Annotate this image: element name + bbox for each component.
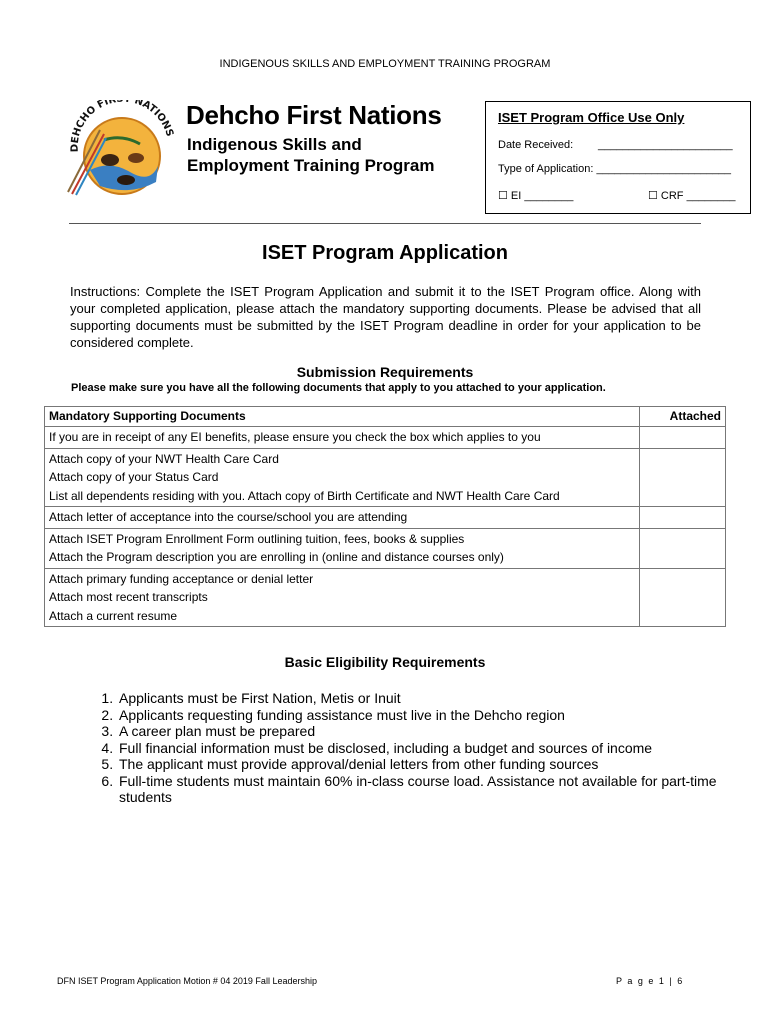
dehcho-logo [60, 100, 178, 200]
instructions-paragraph: Instructions: Complete the ISET Program Application and submit it to the ISET Program office. Along with your completed application, please attach the mandatory supporting documents. Please be advised that all supporting documents must be submitted by the ISET Program deadline in order for your application to be considered complete. [70, 284, 701, 350]
attached-cell[interactable] [640, 448, 726, 507]
attached-cell[interactable] [640, 568, 726, 627]
ei-checkbox[interactable]: ☐ EI ________ [498, 190, 574, 202]
document-item: Attach copy of your Status Card [49, 470, 219, 484]
document-item: Attach ISET Program Enrollment Form outlining tuition, fees, books & supplies [49, 531, 465, 546]
eligibility-list [70, 690, 737, 806]
list-item: 1. Applicants must be First Nation, Metis or Inuit [117, 690, 737, 707]
document-item: Attach most recent transcripts [49, 590, 208, 604]
document-item: Attach letter of acceptance into the course/school you are attending [49, 510, 408, 524]
crf-checkbox[interactable]: ☐ CRF ________ [648, 190, 736, 202]
col-attached-header: Attached [640, 407, 726, 427]
office-use-box [485, 101, 751, 214]
table-row [45, 507, 726, 529]
date-received-blank[interactable]: ______________________ [598, 139, 733, 151]
list-item: 2. Applicants requesting funding assistance must live in the Dehcho region [117, 707, 737, 724]
document-item: Attach the Program description you are enrolling in (online and distance courses only) [49, 550, 504, 564]
footer-document-ref: DFN ISET Program Application Motion # 04 2019 Fall Leadership [57, 976, 317, 986]
document-item: Attach a current resume [49, 608, 178, 623]
attached-cell[interactable] [640, 427, 726, 449]
submission-title: Submission Requirements [296, 364, 474, 380]
document-item: List all dependents residing with you. Attach copy of Birth Certificate and NWT Health Care Card [49, 488, 560, 503]
document-item: Attach primary funding acceptance or denial letter [49, 571, 314, 586]
table-row [45, 528, 726, 568]
org-name: Dehcho First Nations [186, 100, 442, 130]
list-item: 3. A career plan must be prepared [117, 723, 737, 740]
program-name [187, 134, 435, 176]
logo-text: DEHCHO FIR NATIONS [69, 100, 175, 153]
table-row [45, 448, 726, 507]
program-name-line1: Indigenous Skills and [187, 135, 362, 154]
attached-cell[interactable] [640, 507, 726, 529]
col-documents-header: Mandatory Supporting Documents [45, 407, 640, 427]
eligibility-title: Basic Eligibility Requirements [284, 654, 486, 670]
table-header-row [45, 407, 726, 427]
type-of-application-field[interactable]: Type of Application: ______________________ [498, 163, 732, 175]
list-item: 5. The applicant must provide approval/denial letters from other funding sources [117, 756, 737, 773]
list-item: 4. Full financial information must be disclosed, including a budget and sources of income [117, 740, 737, 757]
documents-table [44, 406, 726, 627]
program-name-line2: Employment Training Program [187, 156, 435, 175]
page-number: P a g e 1 | 6 [616, 976, 684, 986]
office-use-title: ISET Program Office Use Only [498, 110, 685, 125]
document-item: If you are in receipt of any EI benefits, please ensure you check the box which applies to you [49, 430, 541, 444]
document-item: Attach copy of your NWT Health Care Card [49, 451, 279, 466]
attached-cell[interactable] [640, 528, 726, 568]
table-row [45, 568, 726, 627]
submission-note: Please make sure you have all the following documents that apply to you attached to your application. [71, 382, 606, 394]
date-received-label: Date Received: [498, 139, 574, 151]
table-row [45, 427, 726, 449]
program-banner: INDIGENOUS SKILLS AND EMPLOYMENT TRAINING PROGRAM [219, 58, 551, 70]
application-title: ISET Program Application [262, 242, 508, 264]
header-divider [69, 223, 701, 224]
list-item: 6. Full-time students must maintain 60% in-class course load. Assistance not available for part-time students [117, 773, 737, 806]
